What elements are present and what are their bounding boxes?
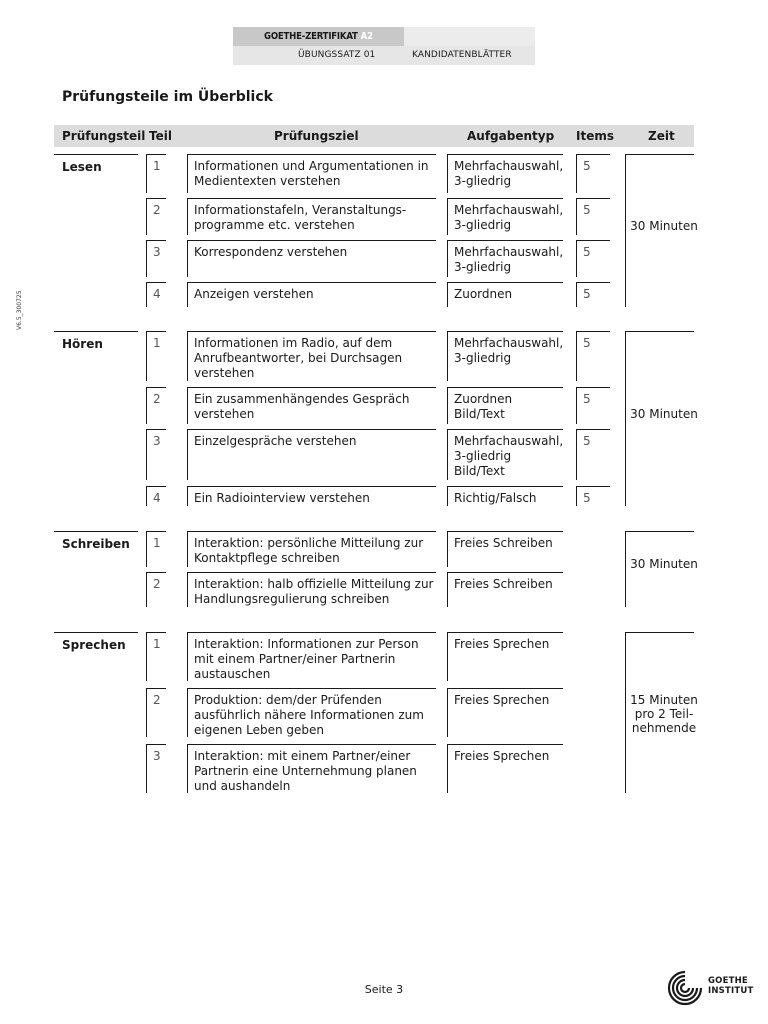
task-type-line: 3-gliedrig bbox=[454, 260, 512, 274]
part-number: 3 bbox=[153, 749, 161, 763]
time-rule bbox=[625, 154, 694, 155]
cell-border bbox=[187, 632, 188, 681]
cell-border bbox=[447, 282, 448, 307]
cell-rule bbox=[447, 632, 563, 633]
cell-rule bbox=[576, 198, 610, 199]
task-type-line: Freies Schreiben bbox=[454, 577, 553, 591]
part-number: 3 bbox=[153, 245, 161, 259]
exam-goal-line: verstehen bbox=[194, 407, 255, 421]
cell-border bbox=[187, 429, 188, 480]
time-rule bbox=[625, 531, 694, 532]
exam-goal-line: Interaktion: mit einem Partner/einer bbox=[194, 749, 411, 763]
exam-goal-line: Informationen im Radio, auf dem bbox=[194, 336, 393, 350]
cell-rule bbox=[146, 688, 166, 689]
part-number: 2 bbox=[153, 693, 161, 707]
cell-border bbox=[187, 240, 188, 277]
cell-rule bbox=[187, 572, 436, 573]
cell-border bbox=[447, 331, 448, 381]
cell-rule bbox=[576, 486, 610, 487]
time-rule bbox=[625, 331, 694, 332]
exam-goal-line: Ein Radiointerview verstehen bbox=[194, 491, 370, 505]
certificate-name: GOETHE-ZERTIFIKAT bbox=[264, 31, 358, 42]
cell-rule bbox=[576, 282, 610, 283]
cell-border bbox=[187, 198, 188, 235]
cell-border bbox=[447, 198, 448, 235]
task-type-line: Mehrfachauswahl, bbox=[454, 203, 564, 217]
task-type-line: Freies Schreiben bbox=[454, 536, 553, 550]
exam-goal-line: eigenen Leben geben bbox=[194, 723, 325, 737]
exam-goal-line: verstehen bbox=[194, 366, 255, 380]
exam-goal-line: Interaktion: persönliche Mitteilung zur bbox=[194, 536, 424, 550]
column-header-type: Aufgabentyp bbox=[467, 129, 555, 143]
cell-rule bbox=[187, 531, 436, 532]
item-count: 5 bbox=[583, 336, 591, 350]
exam-goal-line: und aushandeln bbox=[194, 779, 291, 793]
part-number: 3 bbox=[153, 434, 161, 448]
cell-border bbox=[146, 429, 147, 480]
certificate-title bbox=[233, 27, 404, 46]
exam-goal-line: Interaktion: Informationen zur Person bbox=[194, 637, 419, 651]
cell-border bbox=[146, 331, 147, 381]
item-count: 5 bbox=[583, 434, 591, 448]
column-header-number: Teil bbox=[149, 129, 172, 143]
cell-rule bbox=[576, 331, 610, 332]
cell-border bbox=[447, 632, 448, 681]
cell-border bbox=[187, 744, 188, 793]
cell-rule bbox=[187, 240, 436, 241]
cell-rule bbox=[576, 240, 610, 241]
cell-rule bbox=[187, 744, 436, 745]
section-rule bbox=[54, 632, 138, 633]
exam-goal-line: Handlungsregulierung schreiben bbox=[194, 592, 390, 606]
cell-border bbox=[576, 331, 577, 381]
cell-rule bbox=[146, 531, 166, 532]
cell-rule bbox=[146, 429, 166, 430]
exam-goal-line: Informationstafeln, Veranstaltungs- bbox=[194, 203, 407, 217]
column-header-items: Items bbox=[576, 129, 614, 143]
cell-border bbox=[146, 531, 147, 567]
cell-border bbox=[447, 154, 448, 193]
exam-goal-line: Einzelgespräche verstehen bbox=[194, 434, 357, 448]
cell-rule bbox=[187, 486, 436, 487]
cell-rule bbox=[447, 240, 563, 241]
item-count: 5 bbox=[583, 203, 591, 217]
exam-goal-line: ausführlich nähere Informationen zum bbox=[194, 708, 424, 722]
cell-border bbox=[447, 486, 448, 506]
cell-border bbox=[146, 282, 147, 307]
section-label-sprechen: Sprechen bbox=[62, 638, 126, 652]
sheet-type-label: KANDIDATENBLÄTTER bbox=[412, 50, 512, 60]
item-count: 5 bbox=[583, 392, 591, 406]
cell-border bbox=[187, 387, 188, 424]
cell-rule bbox=[447, 744, 563, 745]
version-code: V6.5_300725 bbox=[16, 290, 23, 330]
cell-border bbox=[447, 429, 448, 480]
exam-goal-line: Korrespondenz verstehen bbox=[194, 245, 348, 259]
cell-border bbox=[187, 572, 188, 607]
exam-goal-line: Anrufbeantworter, bei Durchsagen bbox=[194, 351, 403, 365]
cell-border bbox=[187, 688, 188, 737]
task-type-line: Mehrfachauswahl, bbox=[454, 434, 564, 448]
certificate-level: A2 bbox=[360, 31, 373, 42]
column-header-goal: Prüfungsziel bbox=[274, 129, 359, 143]
task-type-line: Freies Sprechen bbox=[454, 637, 550, 651]
item-count: 5 bbox=[583, 491, 591, 505]
cell-border bbox=[576, 154, 577, 193]
cell-rule bbox=[187, 198, 436, 199]
cell-border bbox=[576, 429, 577, 480]
page-title: Prüfungsteile im Überblick bbox=[62, 89, 273, 105]
cell-border bbox=[187, 282, 188, 307]
cell-rule bbox=[447, 429, 563, 430]
cell-border bbox=[146, 240, 147, 277]
section-time-lesen: 30 Minuten bbox=[630, 219, 698, 233]
cell-rule bbox=[187, 154, 436, 155]
cell-border bbox=[146, 154, 147, 193]
task-type-line: Zuordnen bbox=[454, 287, 513, 301]
section-label-schreiben: Schreiben bbox=[62, 537, 130, 551]
part-number: 1 bbox=[153, 159, 161, 173]
exam-goal-line: Anzeigen verstehen bbox=[194, 287, 314, 301]
cell-rule bbox=[447, 688, 563, 689]
exam-goal-line: Informationen und Argumentationen in bbox=[194, 159, 429, 173]
task-type-line: Freies Sprechen bbox=[454, 693, 550, 707]
task-type-line: 3-gliedrig bbox=[454, 449, 512, 463]
part-number: 1 bbox=[153, 637, 161, 651]
cell-rule bbox=[146, 331, 166, 332]
task-type-line: Mehrfachauswahl, bbox=[454, 245, 564, 259]
task-type-line: Mehrfachauswahl, bbox=[454, 336, 564, 350]
cell-rule bbox=[187, 688, 436, 689]
logo-word-2: INSTITUT bbox=[708, 986, 754, 996]
column-header-time: Zeit bbox=[648, 129, 675, 143]
cell-border bbox=[447, 688, 448, 737]
exam-header bbox=[233, 27, 535, 65]
exam-goal-line: Produktion: dem/der Prüfenden bbox=[194, 693, 382, 707]
cell-border bbox=[146, 198, 147, 235]
table-column-header bbox=[54, 125, 694, 147]
task-type-line: Mehrfachauswahl, bbox=[454, 159, 564, 173]
section-time-sprechen: 15 Minuten pro 2 Teil-nehmende bbox=[630, 693, 698, 735]
section-label-hören: Hören bbox=[62, 337, 103, 351]
cell-border bbox=[146, 632, 147, 681]
cell-border bbox=[187, 154, 188, 193]
cell-rule bbox=[146, 198, 166, 199]
logo-wordmark bbox=[708, 976, 753, 996]
item-count: 5 bbox=[583, 159, 591, 173]
exam-goal-line: programme etc. verstehen bbox=[194, 218, 355, 232]
item-count: 5 bbox=[583, 245, 591, 259]
cell-border bbox=[187, 331, 188, 381]
time-rule bbox=[625, 632, 694, 633]
cell-rule bbox=[447, 282, 563, 283]
cell-border bbox=[187, 486, 188, 506]
cell-rule bbox=[146, 387, 166, 388]
section-time-hören: 30 Minuten bbox=[630, 407, 698, 421]
cell-rule bbox=[187, 387, 436, 388]
part-number: 4 bbox=[153, 491, 161, 505]
cell-rule bbox=[146, 282, 166, 283]
exam-goal-line: Interaktion: halb offizielle Mitteilung zur bbox=[194, 577, 434, 591]
cell-border bbox=[146, 387, 147, 424]
exam-goal-line: Kontaktpflege schreiben bbox=[194, 551, 340, 565]
task-type-line: 3-gliedrig bbox=[454, 174, 512, 188]
cell-rule bbox=[447, 572, 563, 573]
cell-border bbox=[576, 198, 577, 235]
cell-border bbox=[576, 240, 577, 277]
logo-word-1: GOETHE bbox=[708, 976, 748, 986]
task-type-line: 3-gliedrig bbox=[454, 218, 512, 232]
cell-rule bbox=[447, 198, 563, 199]
cell-rule bbox=[447, 331, 563, 332]
part-number: 2 bbox=[153, 577, 161, 591]
cell-border bbox=[187, 531, 188, 567]
cell-rule bbox=[187, 429, 436, 430]
cell-border bbox=[447, 531, 448, 567]
cell-rule bbox=[447, 387, 563, 388]
cell-rule bbox=[146, 744, 166, 745]
cell-rule bbox=[146, 240, 166, 241]
cell-border bbox=[576, 486, 577, 506]
section-time-schreiben: 30 Minuten bbox=[630, 557, 698, 571]
part-number: 4 bbox=[153, 287, 161, 301]
goethe-institut-logo bbox=[665, 968, 755, 1008]
section-rule bbox=[54, 331, 138, 332]
cell-rule bbox=[576, 429, 610, 430]
page-number: Seite 3 bbox=[364, 983, 404, 996]
part-number: 2 bbox=[153, 203, 161, 217]
cell-border bbox=[447, 744, 448, 793]
part-number: 1 bbox=[153, 536, 161, 550]
cell-rule bbox=[146, 486, 166, 487]
cell-border bbox=[447, 387, 448, 424]
cell-border bbox=[146, 744, 147, 793]
section-rule bbox=[54, 531, 138, 532]
cell-rule bbox=[187, 331, 436, 332]
task-type-line: Bild/Text bbox=[454, 407, 505, 421]
cell-rule bbox=[146, 632, 166, 633]
cell-border bbox=[447, 240, 448, 277]
task-type-line: Richtig/Falsch bbox=[454, 491, 537, 505]
practice-set-label: ÜBUNGSSATZ 01 bbox=[298, 50, 376, 60]
task-type-line: Freies Sprechen bbox=[454, 749, 550, 763]
cell-rule bbox=[576, 154, 610, 155]
cell-rule bbox=[187, 632, 436, 633]
section-label-lesen: Lesen bbox=[62, 160, 102, 174]
cell-rule bbox=[146, 572, 166, 573]
part-number: 2 bbox=[153, 392, 161, 406]
exam-goal-line: austauschen bbox=[194, 667, 271, 681]
task-type-line: Bild/Text bbox=[454, 464, 505, 478]
cell-rule bbox=[146, 154, 166, 155]
part-number: 1 bbox=[153, 336, 161, 350]
cell-border bbox=[146, 572, 147, 607]
exam-goal-line: Partnerin eine Unternehmung planen bbox=[194, 764, 417, 778]
cell-border bbox=[447, 572, 448, 607]
column-header-part: Prüfungsteil bbox=[62, 129, 146, 143]
goethe-spiral-icon bbox=[665, 968, 705, 1008]
cell-rule bbox=[447, 531, 563, 532]
cell-rule bbox=[187, 282, 436, 283]
section-rule bbox=[54, 154, 138, 155]
cell-border bbox=[146, 688, 147, 737]
task-type-line: 3-gliedrig bbox=[454, 351, 512, 365]
exam-goal-line: Ein zusammenhängendes Gespräch bbox=[194, 392, 410, 406]
item-count: 5 bbox=[583, 287, 591, 301]
cell-rule bbox=[447, 154, 563, 155]
header-blank-cell bbox=[404, 27, 535, 46]
cell-rule bbox=[447, 486, 563, 487]
cell-rule bbox=[576, 387, 610, 388]
task-type-line: Zuordnen bbox=[454, 392, 513, 406]
cell-border bbox=[576, 282, 577, 307]
exam-goal-line: Medientexten verstehen bbox=[194, 174, 341, 188]
cell-border bbox=[146, 486, 147, 506]
exam-goal-line: mit einem Partner/einer Partnerin bbox=[194, 652, 396, 666]
cell-border bbox=[576, 387, 577, 424]
